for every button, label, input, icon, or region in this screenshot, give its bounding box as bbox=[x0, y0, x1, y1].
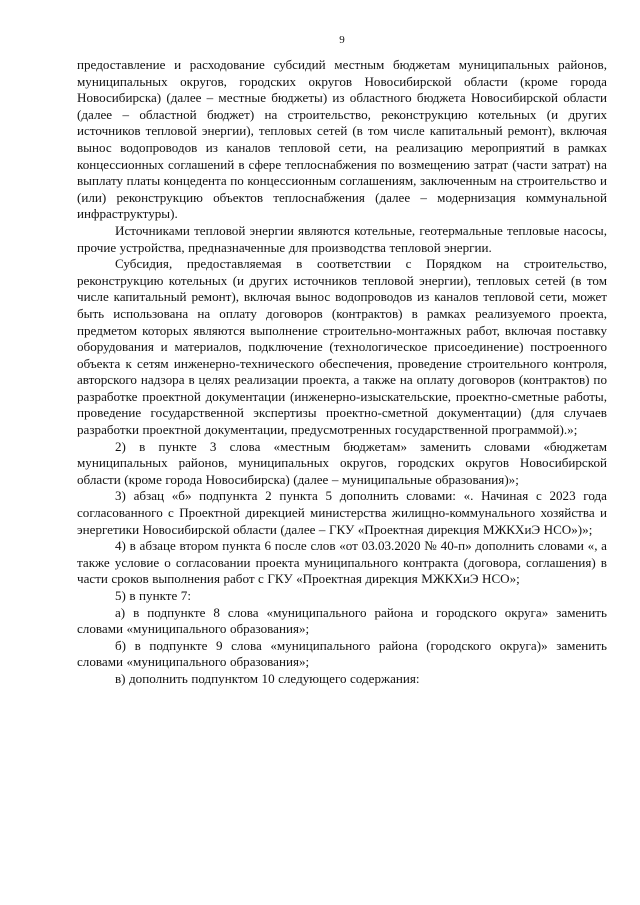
document-body bbox=[77, 57, 607, 688]
paragraph-3: Субсидия, предоставляемая в соответствии с Порядком на строительство, реконструкцию котельных (и других источников тепловой энергии), тепловых сетей (в том числе капитальный ремонт), включая вынос водопроводов из каналов тепловой сети, может быть использована на оплату договоров (контрактов) в рамках реализуемого проекта, предметом которых являются выполнение строительно-монтажных работ, включая поставку оборудования и материалов, подключение (технологическое присоединение) построенного объекта к сетям инженерно-технического обеспечения, проведение строительного контроля, авторского надзора в целях реализации проекта, а также на оплату договоров (контрактов) по разработке проектной документации (инженерно-изыскательские, проектно-сметные работы, проведение государственной экспертизы проектно-сметной документации) (для случаев разработки проектной документации, предусмотренных государственной программой).»; bbox=[77, 256, 607, 438]
paragraph-10: в) дополнить подпунктом 10 следующего содержания: bbox=[115, 670, 420, 686]
paragraph-1: предоставление и расходование субсидий местным бюджетам муниципальных районов, муниципальных округов, городских округов Новосибирской области (кроме города Новосибирска) (далее – местные бюджеты) из областного бюджета Новосибирской области (далее – областной бюджет) на строительство, реконструкцию котельных (и других источников тепловой энергии), тепловых сетей (в том числе капитальный ремонт), включая вынос водопроводов из каналов тепловой сети, на реализацию мероприятий в рамках концессионных соглашений в сфере теплоснабжения по возмещению затрат (части затрат) на выплату платы концедента по концессионным соглашениям, заключенным на строительство и (или) реконструкцию объектов теплоснабжения (далее – модернизация коммунальной инфраструктуры). bbox=[77, 57, 607, 222]
paragraph-4: 2) в пункте 3 слова «местным бюджетам» заменить словами «бюджетам муниципальных районов, муниципальных округов, городских округов Новосибирской области (кроме города Новосибирска) (далее – муниципальные образования)»; bbox=[77, 438, 607, 487]
page-number: 9 bbox=[339, 34, 345, 46]
paragraph-6: 4) в абзаце втором пункта 6 после слов «от 03.03.2020 № 40-п» дополнить словами «, а также условие о согласовании проекта муниципального контракта (договора, соглашения) в части сроков выполнения работ с ГКУ «Проектная дирекция МЖКХиЭ НСО»; bbox=[77, 538, 607, 587]
paragraph-5: 3) абзац «б» подпункта 2 пункта 5 дополнить словами: «. Начиная с 2023 года согласованного с Проектной дирекцией министерства жилищно-коммунального хозяйства и энергетики Новосибирской области (далее – ГКУ «Проектная дирекция МЖКХиЭ НСО»)»; bbox=[77, 488, 607, 537]
paragraph-8: а) в подпункте 8 слова «муниципального района и городского округа» заменить словами «муниципального образования»; bbox=[77, 604, 607, 637]
paragraph-2: Источниками тепловой энергии являются котельные, геотермальные тепловые насосы, прочие устройства, предназначенные для производства тепловой энергии. bbox=[77, 222, 607, 255]
paragraph-7: 5) в пункте 7: bbox=[115, 588, 191, 603]
paragraph-9: б) в подпункте 9 слова «муниципального района (городского округа)» заменить словами «муниципального образования»; bbox=[77, 637, 607, 670]
